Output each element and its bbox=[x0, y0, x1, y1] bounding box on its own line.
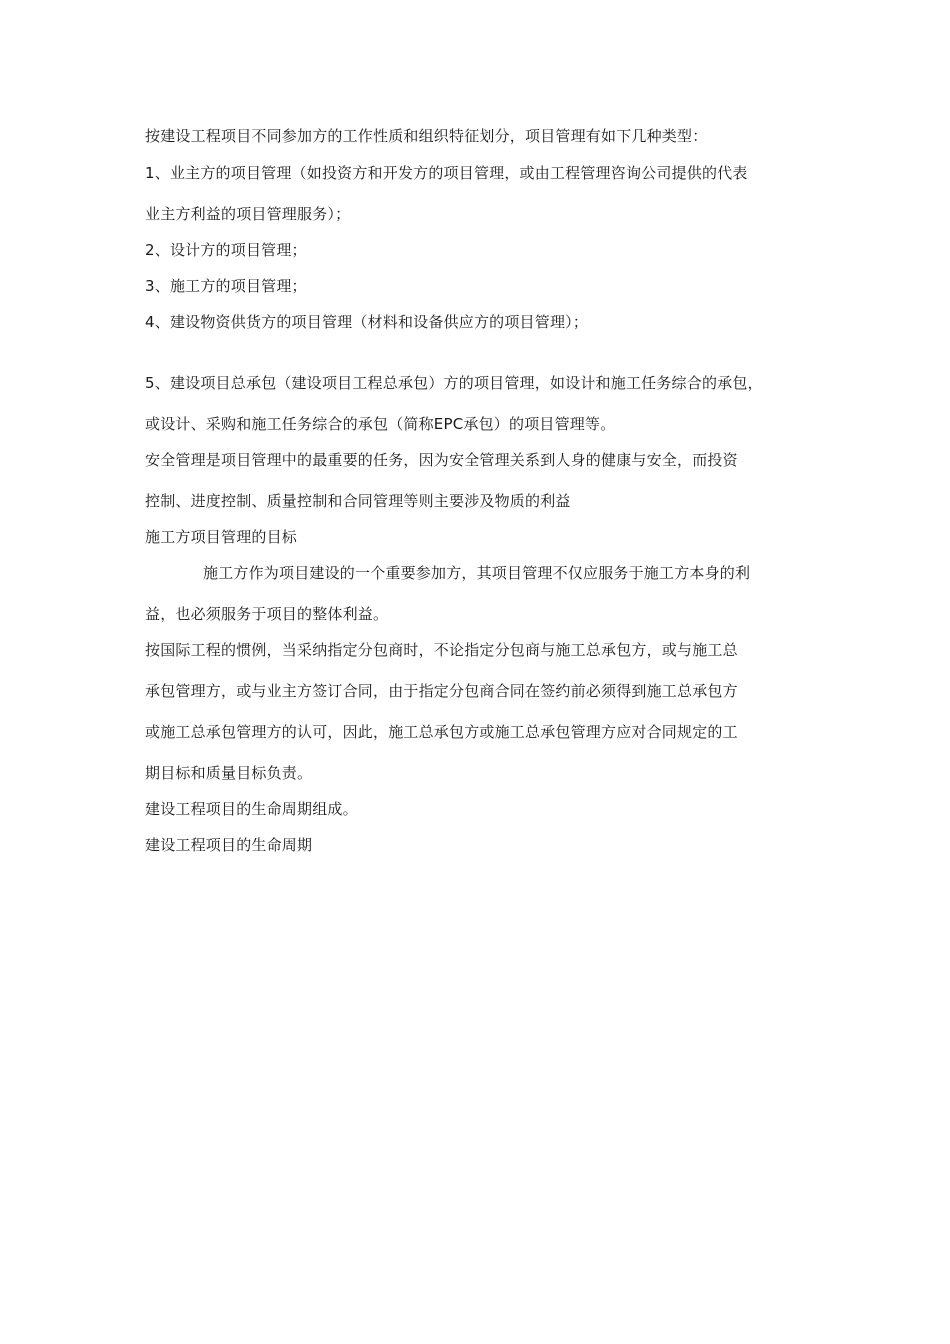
list-item-5-continued: 或设计、采购和施工任务综合的承包（简称EPC承包）的项目管理等。 bbox=[145, 415, 616, 433]
lifecycle-composition-line: 建设工程项目的生命周期组成。 bbox=[145, 800, 358, 818]
list-item-4: 4、建设物资供货方的项目管理（材料和设备供应方的项目管理）； bbox=[145, 313, 589, 331]
intl-practice-paragraph: 按国际工程的惯例，当采纳指定分包商时，不论指定分包商与施工总承包方，或与施工总 bbox=[145, 641, 738, 659]
list-item-2: 2、设计方的项目管理； bbox=[145, 241, 307, 259]
list-item-1-continued: 业主方利益的项目管理服务）； bbox=[145, 205, 351, 223]
safety-paragraph: 安全管理是项目管理中的最重要的任务，因为安全管理关系到人身的健康与安全，而投资 bbox=[145, 451, 738, 469]
list-item-1: 1、业主方的项目管理（如投资方和开发方的项目管理，或由工程管理咨询公司提供的代表 bbox=[145, 164, 748, 182]
lifecycle-heading: 建设工程项目的生命周期 bbox=[145, 836, 313, 854]
list-item-3: 3、施工方的项目管理； bbox=[145, 277, 307, 295]
goals-paragraph-continued: 益，也必须服务于项目的整体利益。 bbox=[145, 605, 389, 623]
section-heading-goals: 施工方项目管理的目标 bbox=[145, 528, 298, 546]
intro-paragraph: 按建设工程项目不同参加方的工作性质和组织特征划分，项目管理有如下几种类型： bbox=[145, 127, 708, 145]
intl-practice-line-4: 期目标和质量目标负责。 bbox=[145, 764, 313, 782]
intl-practice-line-3: 或施工总承包管理方的认可，因此，施工总承包方或施工总承包管理方应对合同规定的工 bbox=[145, 723, 738, 741]
intl-practice-line-2: 承包管理方，或与业主方签订合同，由于指定分包商合同在签约前必须得到施工总承包方 bbox=[145, 682, 738, 700]
goals-paragraph: 施工方作为项目建设的一个重要参加方，其项目管理不仅应服务于施工方本身的利 bbox=[203, 564, 751, 582]
safety-paragraph-continued: 控制、进度控制、质量控制和合同管理等则主要涉及物质的利益 bbox=[145, 492, 571, 510]
list-item-5: 5、建设项目总承包（建设项目工程总承包）方的项目管理，如设计和施工任务综合的承包， bbox=[145, 374, 763, 392]
